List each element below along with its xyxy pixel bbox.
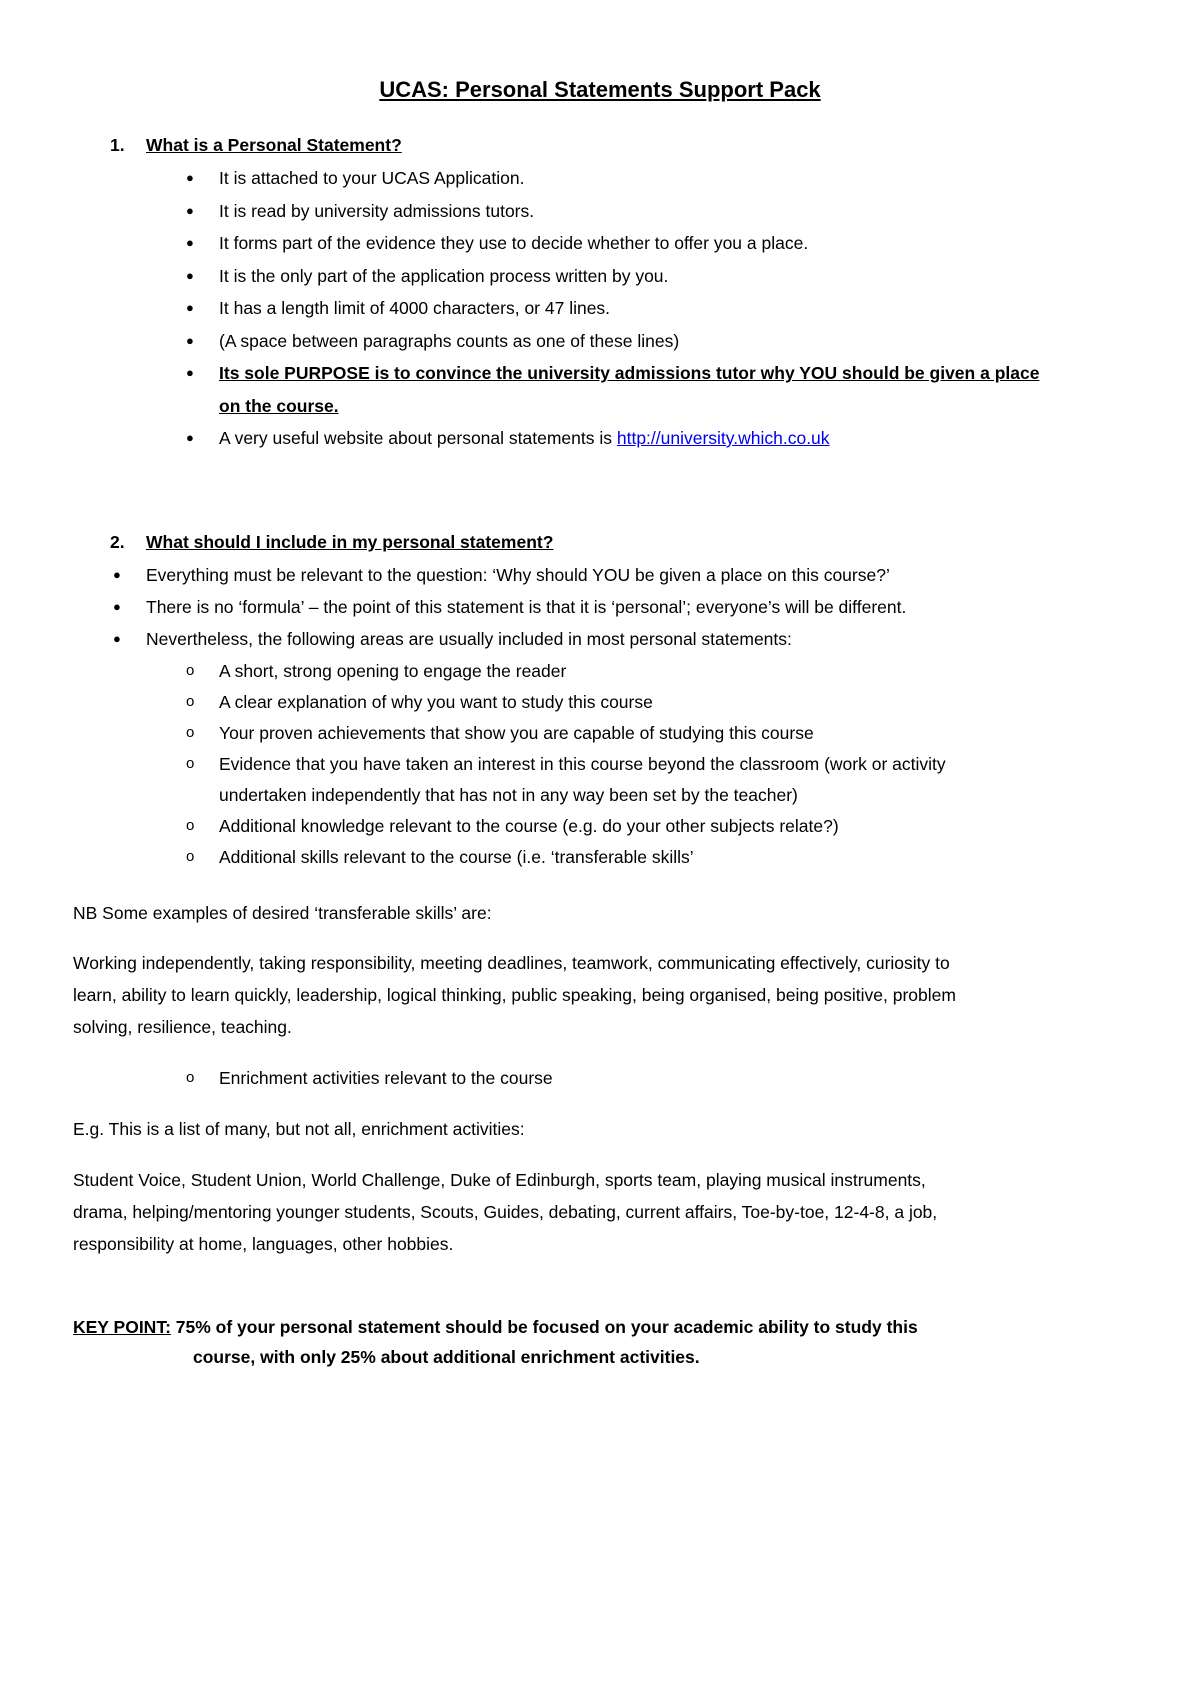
- activities-line: drama, helping/mentoring younger students, Scouts, Guides, debating, current affairs, Toe-by-toe, 12-4-8, a job,: [73, 1202, 938, 1222]
- sub-item: A short, strong opening to engage the reader: [219, 661, 567, 681]
- skills-line: solving, resilience, teaching.: [73, 1017, 292, 1037]
- bullet-icon: ●: [186, 203, 194, 218]
- bullet-icon: ●: [186, 300, 194, 315]
- sub-item: Additional skills relevant to the course (i.e. ‘transferable skills’: [219, 847, 694, 867]
- section-1-bullet: It is the only part of the application process written by you.: [219, 266, 669, 286]
- sub-item: A clear explanation of why you want to study this course: [219, 692, 653, 712]
- bullet-icon: ●: [113, 631, 121, 646]
- nb-text: NB Some examples of desired ‘transferable skills’ are:: [73, 903, 492, 923]
- section-1-number: 1.: [110, 135, 125, 155]
- section-2-bullet: There is no ‘formula’ – the point of this statement is that it is ‘personal’; everyone’s will be different.: [146, 597, 907, 617]
- sub-bullet-icon: o: [186, 848, 195, 865]
- sub-bullet-icon: o: [186, 1069, 195, 1086]
- section-2-bullet: Everything must be relevant to the question: ‘Why should YOU be given a place on this course?’: [146, 565, 890, 585]
- sub-item: Evidence that you have taken an interest in this course beyond the classroom (work or activity: [219, 754, 946, 774]
- key-point-text: 75% of your personal statement should be focused on your academic ability to study this: [170, 1317, 918, 1337]
- section-1-bullet: It forms part of the evidence they use to decide whether to offer you a place.: [219, 233, 809, 253]
- section-1-bullet: It is read by university admissions tutors.: [219, 201, 535, 221]
- section-1-heading: What is a Personal Statement?: [146, 135, 402, 155]
- bullet-icon: ●: [186, 170, 194, 185]
- section-1-bullet: It is attached to your UCAS Application.: [219, 168, 525, 188]
- eg-text: E.g. This is a list of many, but not all, enrichment activities:: [73, 1119, 525, 1139]
- sub-bullet-icon: o: [186, 724, 195, 741]
- bullet-icon: ●: [113, 599, 121, 614]
- section-2-number: 2.: [110, 532, 125, 552]
- bullet-icon: ●: [186, 365, 194, 380]
- sub-bullet-icon: o: [186, 662, 195, 679]
- section-2-heading: What should I include in my personal statement?: [146, 532, 554, 552]
- enrichment-item: Enrichment activities relevant to the course: [219, 1068, 553, 1088]
- bullet-icon: ●: [113, 567, 121, 582]
- sub-item: Additional knowledge relevant to the course (e.g. do your other subjects relate?): [219, 816, 839, 836]
- sub-bullet-icon: o: [186, 693, 195, 710]
- activities-line: responsibility at home, languages, other hobbies.: [73, 1234, 454, 1254]
- section-1-bullet: (A space between paragraphs counts as one of these lines): [219, 331, 680, 351]
- purpose-statement: Its sole PURPOSE is to convince the university admissions tutor why YOU should be given a place: [219, 363, 1040, 383]
- bullet-icon: ●: [186, 268, 194, 283]
- page-title: UCAS: Personal Statements Support Pack: [379, 77, 821, 102]
- key-point-label: KEY POINT:: [73, 1317, 171, 1337]
- key-point-continued: course, with only 25% about additional enrichment activities.: [193, 1347, 700, 1367]
- bullet-icon: ●: [186, 430, 194, 445]
- skills-line: Working independently, taking responsibility, meeting deadlines, teamwork, communicating effectively, curiosity to: [73, 953, 950, 973]
- bullet-icon: ●: [186, 333, 194, 348]
- skills-line: learn, ability to learn quickly, leadership, logical thinking, public speaking, being organised, being positive, problem: [73, 985, 956, 1005]
- key-point: [73, 1316, 918, 1338]
- website-link[interactable]: http://university.which.co.uk: [616, 428, 830, 448]
- sub-item-continued: undertaken independently that has not in any way been set by the teacher): [219, 785, 798, 805]
- website-line: [219, 427, 830, 449]
- website-text: A very useful website about personal statements is: [219, 428, 617, 448]
- sub-bullet-icon: o: [186, 755, 195, 772]
- section-1-bullet: It has a length limit of 4000 characters, or 47 lines.: [219, 298, 611, 318]
- section-2-bullet: Nevertheless, the following areas are usually included in most personal statements:: [146, 629, 792, 649]
- bullet-icon: ●: [186, 235, 194, 250]
- sub-bullet-icon: o: [186, 817, 195, 834]
- activities-line: Student Voice, Student Union, World Challenge, Duke of Edinburgh, sports team, playing musical instruments,: [73, 1170, 926, 1190]
- purpose-statement-continued: on the course.: [219, 396, 339, 416]
- sub-item: Your proven achievements that show you are capable of studying this course: [219, 723, 814, 743]
